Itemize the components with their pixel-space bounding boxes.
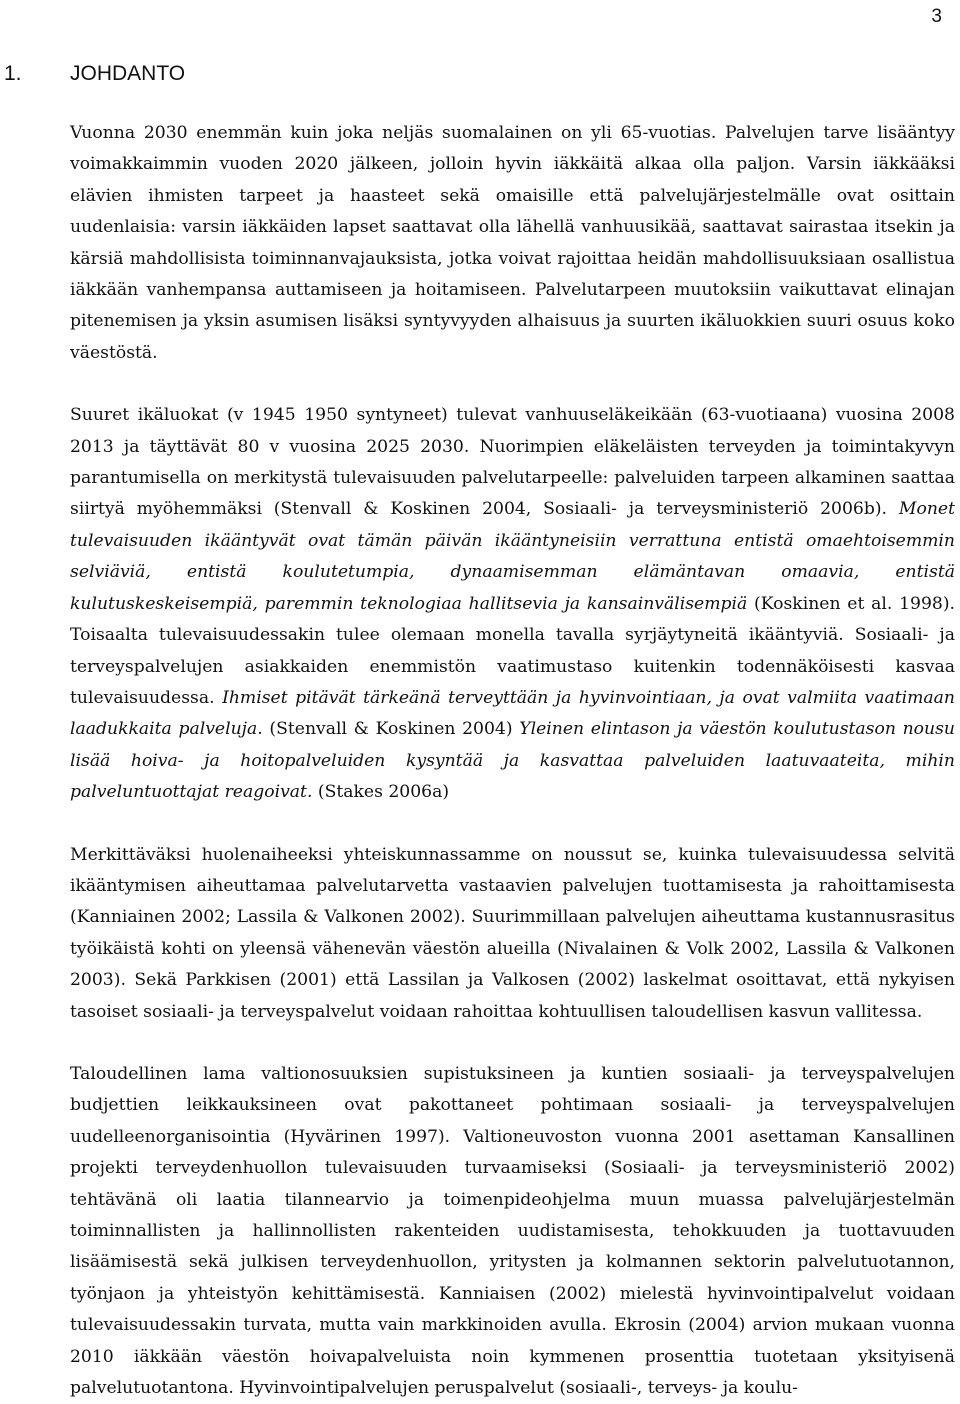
paragraph [70, 118, 955, 369]
text-run: (Koskinen et al. 1998). Toisaalta tulevaisuudessakin tulee olemaan monella tavalla syrjäytyneitä ikääntyviä. Sosiaali- ja terveyspalvelujen asiakkaiden enemmistön vaatimustaso kuitenkin todennäköisesti kasvaa tulevaisuudessa. [70, 593, 955, 708]
text-run: Vuonna 2030 enemmän kuin joka neljäs suomalainen on yli 65-vuotias. Palvelujen tarve lisääntyy voimakkaimmin vuoden 2020 jälkeen, jolloin hyvin iäkkäitä alkaa olla paljon. Varsin iäkkääksi elävien ihmisten tarpeet ja haasteet sekä omaisille että palvelujärjestelmälle ovat osittain uudenlaisia: varsin iäkkäiden lapset saattavat olla lähellä vanhuusikää, saattavat sairastaa itsekin ja kärsiä mahdollisista toiminnanvajauksista, jotka voivat rajoittaa heidän mahdollisuuksiaan osallistua iäkkään vanhempansa auttamiseen ja hoitamiseen. Palvelutarpeen muutoksiin vaikuttavat elinajan pitenemisen ja yksin asumisen lisäksi syntyvyyden alhaisuus ja suurten ikäluokkien suuri osuus koko väestöstä. [70, 123, 955, 363]
section-heading [4, 62, 185, 86]
italic-quote: Yleinen elintason ja väestön koulutustason nousu lisää hoiva- ja hoitopalveluiden kysyntää ja kasvattaa palveluiden laatuvaateita, mihin palveluntuottajat reagoivat. [70, 719, 955, 803]
italic-quote: Monet tulevaisuuden ikääntyvät ovat tämän päivän ikääntyneisiin verrattuna entistä omaehtoisemmin selviäviä, entistä koulutetumpia, dynaamisemman elämäntavan omaavia, entistä kulutuskeskeisempiä, paremmin teknologiaa hallitsevia ja kansainvälisempiä [70, 499, 955, 614]
citation: (Stenvall & Koskinen 2004) [262, 719, 520, 740]
paragraph [70, 400, 955, 808]
text-run: Suuret ikäluokat (v 1945 1950 syntyneet) tulevat vanhuuseläkeikään (63-vuotiaana) vuosina 2008 2013 ja täyttävät 80 v vuosina 2025 2030. Nuorimpien eläkeläisten terveyden ja toimintakyvyn parantumisella on merkitystä tulevaisuuden palvelutarpeelle: palveluiden tarpeen alkaminen saattaa siirtyä myöhemmäksi (Stenvall & Koskinen 2004, Sosiaali- ja terveysministeriö 2006b). [70, 405, 955, 520]
italic-quote: Ihmiset pitävät tärkeänä terveyttään ja hyvinvointiaan, ja ovat valmiita vaatimaan laadukkaita palveluja. [70, 687, 956, 740]
page-number: 3 [931, 6, 942, 27]
text-run: Merkittäväksi huolenaiheeksi yhteiskunnassamme on noussut se, kuinka tulevaisuudessa selvitä ikääntymisen aiheuttamaa palvelutarvetta vastaavien palvelujen tuottamisesta ja rahoittamisesta (Kanniainen 2002; Lassila & Valkonen 2002). Suurimmillaan palvelujen aiheuttama kustannusrasitus työikäistä kohti on yleensä vähenevän väestön alueilla (Nivalainen & Volk 2002, Lassila & Valkonen 2003). Sekä Parkkisen (2001) että Lassilan ja Valkosen (2002) laskelmat osoittavat, että nykyisen tasoiset sosiaali- ja terveyspalvelut voidaan rahoittaa kohtuullisen taloudellisen kasvun vallitessa. [70, 844, 955, 1022]
citation: (Stakes 2006a) [312, 782, 450, 803]
text-run: Taloudellinen lama valtionosuuksien supistuksineen ja kuntien sosiaali- ja terveyspalvelujen budjettien leikkauksineen ovat pakottaneet pohtimaan sosiaali- ja terveyspalvelujen uudelleenorganisointia (Hyvärinen 1997). Valtioneuvoston vuonna 2001 asettaman Kansallinen projekti terveydenhuollon tulevaisuuden turvaamiseksi (Sosiaali- ja terveysministeriö 2002) tehtävänä oli laatia tilannearvio ja toimenpideohjelma muun muassa palvelujärjestelmän toiminnallisten ja hallinnollisten rakenteiden uudistamisesta, tehokkuuden ja tuottavuuden lisäämisestä sekä julkisen terveydenhuollon, yritysten ja kolmannen sektorin palvelutuotannon, työnjaon ja yhteistyön kehittämisestä. Kanniaisen (2002) mielestä hyvinvointipalvelut voidaan tulevaisuudessakin turvata, mutta vain markkinoiden avulla. Ekrosin (2004) arvion mukaan vuonna 2010 iäkkään väestön hoivapalveluista noin kymmenen prosenttia tuotetaan yksityisenä palvelutuotantona. Hyvinvointipalvelujen peruspalvelut (sosiaali-, terveys- ja koulu- [70, 1063, 955, 1399]
paragraph [70, 840, 955, 1028]
section-title: JOHDANTO [70, 62, 186, 85]
body-text [70, 118, 955, 1404]
section-number: 1. [4, 62, 22, 85]
paragraph [70, 1059, 955, 1404]
